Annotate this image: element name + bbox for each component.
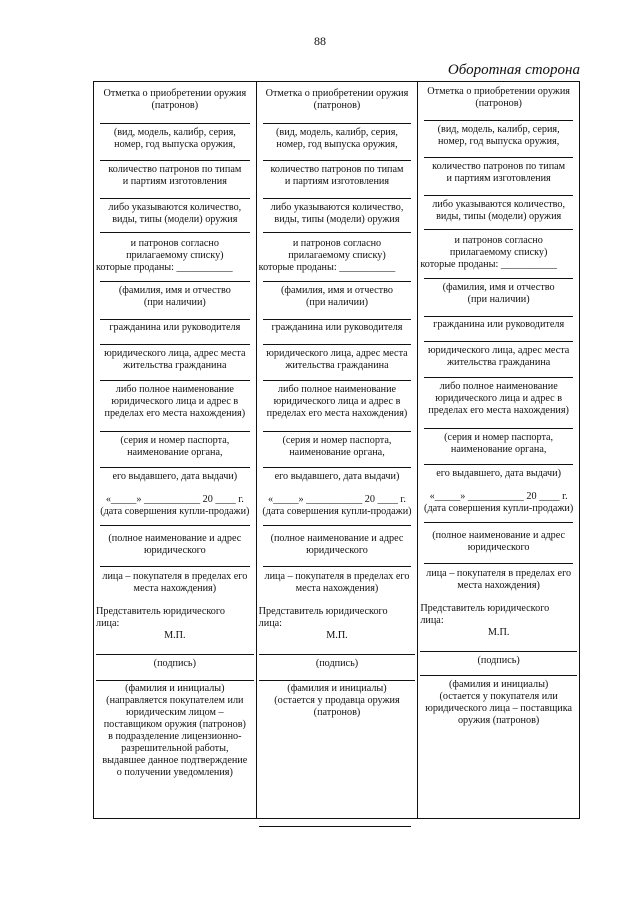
note-line: выдавшее данное подтверждение <box>102 755 248 766</box>
caption-full-3: пределах его места нахождения) <box>428 405 569 416</box>
caption-type: (вид, модель, калибр, серия, <box>437 124 560 135</box>
caption-fio: (фамилия, имя и отчество <box>118 285 231 296</box>
caption-list: и патронов согласно <box>292 238 382 249</box>
caption-full-2: юридического лица и адрес в <box>111 396 239 407</box>
caption-either: либо указываются количество, <box>270 202 404 213</box>
caption-citizen: гражданина или руководителя <box>433 319 565 330</box>
caption-full-2: юридического лица и адрес в <box>273 396 401 407</box>
caption-type: (вид, модель, калибр, серия, <box>276 127 398 138</box>
representative-2: лица: <box>420 615 444 626</box>
caption-issued: его выдавшего, дата выдачи) <box>436 468 562 479</box>
form-column-3 <box>417 82 579 818</box>
fill-line <box>100 319 250 320</box>
caption-fio: (фамилия, имя и отчество <box>442 282 555 293</box>
form-column-2 <box>256 82 418 818</box>
fill-line <box>263 232 412 233</box>
caption-legal-2: жительства гражданина <box>446 357 551 368</box>
caption-buyer: (полное наименование и адрес <box>270 533 404 544</box>
caption-list: и патронов согласно <box>130 238 219 249</box>
note-line: (остается у покупателя или <box>439 691 558 702</box>
caption-initials: (фамилия и инициалы) <box>125 683 225 694</box>
caption-either-2: виды, типы (модели) оружия <box>112 214 238 225</box>
caption-legal: юридического лица, адрес места <box>104 348 246 359</box>
sold-to: которые проданы: ___________ <box>420 259 557 270</box>
caption-buyer-4: места нахождения) <box>457 580 540 591</box>
caption-either-2: виды, типы (модели) оружия <box>436 211 562 222</box>
fill-line <box>424 229 573 230</box>
signature-line <box>259 654 416 655</box>
caption-initials: (фамилия и инициалы) <box>287 683 387 694</box>
stamp-mark: М.П. <box>164 630 186 641</box>
caption-list-2: прилагаемому списку) <box>288 250 386 261</box>
caption-buyer: (полное наименование и адрес <box>108 533 242 544</box>
caption-full-2: юридического лица и адрес в <box>435 393 563 404</box>
caption-passport-2: наименование органа, <box>450 444 547 455</box>
fill-line <box>263 344 412 345</box>
column-title: Отметка о приобретении оружия <box>103 88 247 99</box>
caption-full-3: пределах его места нахождения) <box>266 408 408 419</box>
caption-buyer-4: места нахождения) <box>133 583 217 594</box>
fill-line <box>424 278 573 279</box>
column-title-sub: (патронов) <box>151 100 199 111</box>
caption-either: либо указываются количество, <box>432 199 566 210</box>
representative-2: лица: <box>96 618 120 629</box>
caption-type-2: номер, год выпуска оружия, <box>276 139 398 150</box>
caption-full-3: пределах его места нахождения) <box>104 408 246 419</box>
caption-buyer-3: лица – покупателя в пределах его <box>102 571 248 582</box>
caption-full: либо полное наименование <box>277 384 397 395</box>
caption-fio: (фамилия, имя и отчество <box>280 285 393 296</box>
fill-line <box>100 467 250 468</box>
caption-legal-2: жительства гражданина <box>285 360 389 371</box>
fill-line <box>424 522 573 523</box>
representative: Представитель юридического <box>258 606 388 617</box>
caption-date: (дата совершения купли-продажи) <box>262 506 412 517</box>
fill-line <box>263 431 412 432</box>
fill-line <box>263 198 412 199</box>
stamp-mark: М.П. <box>326 630 348 641</box>
representative: Представитель юридического <box>96 606 225 617</box>
caption-buyer-2: юридического <box>467 542 530 553</box>
caption-either-2: виды, типы (модели) оружия <box>274 214 400 225</box>
fill-line <box>424 157 573 158</box>
fill-line <box>424 563 573 564</box>
date-line: «_____» ___________ 20 ____ г. <box>267 494 406 505</box>
caption-legal: юридического лица, адрес места <box>266 348 408 359</box>
note-line: (остается у продавца оружия <box>274 695 400 706</box>
caption-either: либо указываются количество, <box>108 202 242 213</box>
caption-passport: (серия и номер паспорта, <box>444 432 554 443</box>
caption-passport-2: наименование органа, <box>127 447 223 458</box>
note-line: о получении уведомления) <box>116 767 233 778</box>
fill-line <box>263 160 412 161</box>
caption-legal-2: жительства гражданина <box>123 360 227 371</box>
caption-list-2: прилагаемому списку) <box>449 247 548 258</box>
caption-full: либо полное наименование <box>439 381 558 392</box>
page-number: 88 <box>314 34 326 48</box>
fill-line <box>263 123 412 124</box>
caption-date: (дата совершения купли-продажи) <box>424 503 574 514</box>
caption-citizen: гражданина или руководителя <box>271 322 403 333</box>
note-line: (направляется покупателем или <box>106 695 244 706</box>
fill-line <box>100 281 250 282</box>
acquisition-form-table <box>93 81 580 819</box>
column-title: Отметка о приобретении оружия <box>265 88 409 99</box>
caption-issued: его выдавшего, дата выдачи) <box>112 471 238 482</box>
signature-line <box>420 651 577 652</box>
fill-line <box>424 428 573 429</box>
fill-line <box>100 566 250 567</box>
fill-line <box>263 467 412 468</box>
caption-qty-2: и партиям изготовления <box>284 176 390 187</box>
caption-buyer-3: лица – покупателя в пределах его <box>426 568 572 579</box>
caption-buyer-4: места нахождения) <box>295 583 379 594</box>
signature-line <box>96 654 254 655</box>
caption-buyer-2: юридического <box>306 545 368 556</box>
side-label: Оборотная сторона <box>447 62 580 78</box>
caption-buyer-3: лица – покупателя в пределах его <box>264 571 410 582</box>
initials-line <box>420 675 577 676</box>
caption-qty: количество патронов по типам <box>432 161 566 172</box>
caption-passport: (серия и номер паспорта, <box>282 435 392 446</box>
caption-signature: (подпись) <box>477 655 520 666</box>
fill-line <box>100 198 250 199</box>
initials-line <box>96 680 254 681</box>
fill-line <box>424 316 573 317</box>
fill-line <box>100 123 250 124</box>
fill-line <box>424 120 573 121</box>
fill-line <box>424 195 573 196</box>
fill-line <box>100 431 250 432</box>
fill-line <box>100 380 250 381</box>
stamp-mark: М.П. <box>487 627 510 638</box>
caption-legal: юридического лица, адрес места <box>427 345 570 356</box>
note-line: оружия (патронов) <box>457 715 540 726</box>
caption-date: (дата совершения купли-продажи) <box>100 506 250 517</box>
caption-qty-2: и партиям изготовления <box>122 176 227 187</box>
caption-buyer-2: юридического <box>143 545 206 556</box>
fill-line <box>424 464 573 465</box>
caption-fio-2: (при наличии) <box>467 294 530 305</box>
fill-line <box>100 232 250 233</box>
caption-issued: его выдавшего, дата выдачи) <box>274 471 400 482</box>
caption-citizen: гражданина или руководителя <box>109 322 241 333</box>
column-title-sub: (патронов) <box>475 98 522 109</box>
caption-list-2: прилагаемому списку) <box>126 250 224 261</box>
caption-type-2: номер, год выпуска оружия, <box>437 136 560 147</box>
caption-qty: количество патронов по типам <box>270 164 404 175</box>
fill-line <box>100 344 250 345</box>
caption-passport-2: наименование органа, <box>289 447 385 458</box>
sold-to: которые проданы: ___________ <box>258 262 396 273</box>
fill-line <box>263 281 412 282</box>
fill-line <box>100 525 250 526</box>
note-line: юридическим лицом – <box>126 707 224 718</box>
caption-initials: (фамилия и инициалы) <box>448 679 549 690</box>
note-line: поставщиком оружия (патронов) <box>103 719 246 730</box>
column-title: Отметка о приобретении оружия <box>427 86 570 97</box>
representative-2: лица: <box>258 618 282 629</box>
fill-line <box>263 319 412 320</box>
fill-line <box>263 566 412 567</box>
footer-rule <box>259 826 411 827</box>
caption-fio-2: (при наличии) <box>306 297 368 308</box>
date-line: «_____» ___________ 20 ____ г. <box>429 491 568 502</box>
fill-line <box>100 160 250 161</box>
caption-signature: (подпись) <box>315 658 359 669</box>
date-line: «_____» ___________ 20 ____ г. <box>105 494 244 505</box>
representative: Представитель юридического <box>420 603 550 614</box>
caption-signature: (подпись) <box>153 658 196 669</box>
fill-line <box>263 380 412 381</box>
caption-type-2: номер, год выпуска оружия, <box>114 139 236 150</box>
fill-line <box>424 341 573 342</box>
caption-buyer: (полное наименование и адрес <box>432 530 566 541</box>
caption-qty: количество патронов по типам <box>108 164 242 175</box>
caption-full: либо полное наименование <box>115 384 234 395</box>
caption-fio-2: (при наличии) <box>143 297 206 308</box>
note-line: в подразделение лицензионно- <box>108 731 242 742</box>
note-line: (патронов) <box>313 707 361 718</box>
caption-qty-2: и партиям изготовления <box>446 173 551 184</box>
form-column-1 <box>94 82 256 818</box>
caption-passport: (серия и номер паспорта, <box>120 435 230 446</box>
note-line: разрешительной работы, <box>121 743 229 754</box>
caption-list: и патронов согласно <box>454 235 543 246</box>
note-line: юридического лица – поставщика <box>425 703 573 714</box>
column-title-sub: (патронов) <box>313 100 361 111</box>
fill-line <box>424 377 573 378</box>
caption-type: (вид, модель, калибр, серия, <box>113 127 236 138</box>
sold-to: которые проданы: ___________ <box>96 262 233 273</box>
fill-line <box>263 525 412 526</box>
initials-line <box>259 680 416 681</box>
